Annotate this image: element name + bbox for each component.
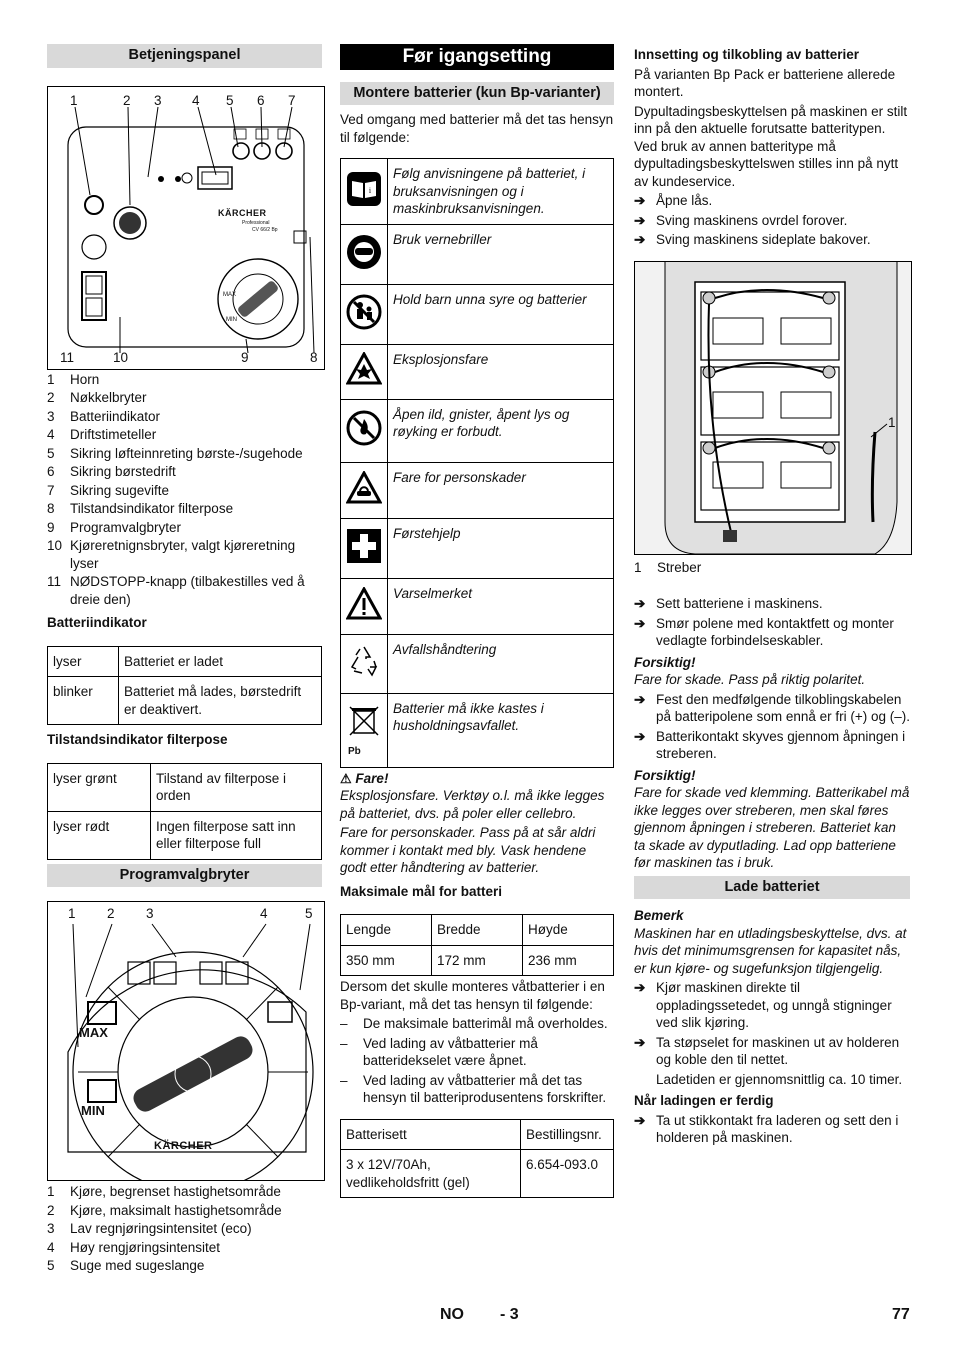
dial-min-label: MIN — [81, 1103, 105, 1118]
footer-page-sub: - 3 — [500, 1306, 519, 1323]
list-item: ➔ Sving maskinens ovrdel forover. — [634, 212, 848, 228]
panel-num-6: 6 — [257, 92, 265, 108]
caution-heading: Forsiktig! — [634, 767, 696, 783]
battery-dimensions-table — [340, 914, 614, 976]
list-item: – Ved lading av våtbatterier må batteridekselet være åpnet. — [340, 1035, 538, 1068]
control-panel-figure — [47, 86, 325, 370]
table-row: Lengde Bredde Høyde — [341, 915, 614, 946]
panel-model: CV 66/2 Bp — [252, 226, 278, 233]
warning-icon: ⚠ — [340, 770, 352, 786]
list-item: 2 Nøkkelbryter — [47, 390, 147, 405]
footer-language: NO — [440, 1306, 464, 1323]
dial-brand: KÄRCHER — [154, 1140, 213, 1152]
panel-num-4: 4 — [192, 92, 200, 108]
caution-text: Fare for skade. Pass på riktig polaritet. — [634, 672, 866, 687]
list-item: 5 Sikring løfteinnreting børste-/sugehode — [47, 445, 303, 461]
footer-page-number: 77 — [892, 1306, 910, 1323]
panel-num-10: 10 — [113, 349, 129, 365]
note-text: Maskinen har en utladingsbeskyttelse, dvs. at hvis det minimumsgrensen for kapasitet nås, er kun kjøre- og sugefunksjon tilgjengelig. — [634, 925, 907, 976]
panel-num-9: 9 — [241, 349, 249, 365]
table-row: Pb Batterier må ikke kastes i husholdningsavfallet. — [341, 693, 614, 767]
program-selector-figure — [47, 901, 325, 1181]
battery-dimensions-heading: Maksimale mål for batteri — [340, 883, 503, 899]
panel-legend — [47, 371, 322, 609]
panel-brand: KÄRCHER — [218, 207, 267, 218]
warning-icon — [346, 587, 382, 621]
table-row: Hold barn unna syre og batterier — [341, 284, 614, 344]
list-item: 8 Tilstandsindikator filterpose — [47, 501, 234, 516]
panel-num-1: 1 — [70, 92, 78, 108]
section-heading-install-batteries: Montere batterier (kun Bp-varianter) — [340, 82, 614, 106]
battery-compartment-figure — [634, 261, 912, 555]
list-item: 3 Batteriindikator — [47, 408, 161, 424]
table-row: 3 x 12V/70Ah, vedlikeholdsfritt (gel) 6.654-093.0 — [341, 1150, 614, 1198]
panel-professional: Professional — [242, 219, 270, 226]
injury-icon — [346, 471, 382, 505]
panel-num-7: 7 — [288, 92, 296, 108]
paragraph: På varianten Bp Pack er batteriene allerede montert. — [634, 66, 896, 99]
dial-num-4: 4 — [260, 906, 268, 921]
caution-heading: Forsiktig! — [634, 654, 696, 670]
table-row: Fare for personskader — [341, 462, 614, 518]
children-icon — [346, 294, 382, 330]
table-row: lyser grønt Tilstand av filterpose i orden — [48, 763, 322, 811]
column-right — [634, 44, 910, 1149]
list-item: 10 Kjøreretnignsbryter, valgt kjøreretning lyser — [47, 538, 296, 571]
list-item: 1 Streber — [634, 559, 702, 575]
table-row: Varselmerket — [341, 578, 614, 634]
paragraph: Dypultadingsbeskyttelsen på maskinen er stilt inn på den aktuelle forutsatte batteritypen. Ved bruk av annen batteritype må dypultadingsbeskyttelswen stilles inn på nytt av kundeservice. — [634, 103, 908, 189]
list-item: 4 Driftstimeteller — [47, 427, 157, 442]
section-heading-charge-battery: Lade batteriet — [634, 876, 910, 900]
dial-num-5: 5 — [305, 906, 313, 921]
column-middle — [340, 44, 614, 1198]
table-row: i Følg anvisningene på batteriet, i bruksanvisningen og i maskinbruksanvisningen. — [341, 159, 614, 225]
control-panel-drawing — [48, 87, 324, 369]
table-row: Avfallshåndtering — [341, 634, 614, 693]
table-row: Førstehjelp — [341, 518, 614, 578]
panel-num-5: 5 — [226, 92, 234, 108]
table-row: Bruk vernebriller — [341, 224, 614, 284]
column-left — [47, 44, 322, 1276]
table-row: 350 mm 172 mm 236 mm — [341, 945, 614, 976]
panel-num-11: 11 — [60, 349, 75, 365]
list-item: 6 Sikring børstedrift — [47, 464, 176, 479]
no-fire-icon — [346, 410, 382, 446]
list-item: 11 NØDSTOPP-knapp (tilbakestilles ved å dreie den) — [47, 574, 305, 607]
figure-num-1: 1 — [888, 414, 896, 430]
section-heading-control-panel: Betjeningspanel — [47, 44, 322, 68]
danger-text: Eksplosjonsfare. Verktøy o.l. må ikke legges på batteriet, dvs. på poler eller cellebro. — [340, 788, 605, 821]
table-row: lyser rødt Ingen filterpose satt inn eller filterpose full — [48, 811, 322, 859]
list-item: ➔ Smør polene med kontaktfett og monter vedlagte forbindelseskabler. — [634, 615, 894, 648]
list-item: ➔ Kjør maskinen direkte til oppladingssetedet, og unngå stigninger ved slik kjøring. — [634, 980, 892, 1030]
note-heading: Bemerk — [634, 908, 684, 923]
list-item: 7 Sikring sugevifte — [47, 482, 170, 498]
panel-num-2: 2 — [123, 92, 131, 108]
list-item: ➔ Ta ut stikkontakt fra laderen og sett den i holderen på maskinen. — [634, 1112, 899, 1145]
safety-symbols-table — [340, 158, 614, 768]
panel-min-label: MIN — [226, 316, 237, 323]
list-item: 1 Horn — [47, 371, 100, 387]
lead-pb-label: Pb — [348, 745, 361, 757]
list-item: ➔ Fest den medfølgende tilkoblingskabelen på batteripolene som ennå er fri (+) og (–). — [634, 691, 911, 724]
battery-compartment-drawing — [635, 262, 911, 554]
filter-indicator-table — [47, 763, 322, 860]
danger-heading: ⚠ Fare! — [340, 770, 389, 786]
panel-max-label: MAX — [223, 291, 237, 298]
list-item: – Ved lading av våtbatterier må det tas hensyn til batteriprodusentens forskrifter. — [340, 1072, 607, 1105]
page-title: Før igangsetting — [340, 44, 614, 70]
list-item: 1 Kjøre, begrenset hastighetsområde — [47, 1184, 281, 1199]
table-row: Åpen ild, gnister, åpent lys og røyking er forbudt. — [341, 399, 614, 462]
list-item: 2 Kjøre, maksimalt hastighetsområde — [47, 1202, 282, 1218]
list-item: ➔ Sett batteriene i maskinens. — [634, 596, 823, 611]
list-item: ➔ Åpne lås. — [634, 193, 713, 208]
charging-done-heading: Når ladingen er ferdig — [634, 1093, 774, 1108]
danger-text-2: Fare for personskader. Pass på at sår aldri kommer i kontakt med bly. Vask hendene godt etter håndtering av batterier. — [340, 825, 596, 875]
list-item: ➔ Batterikontakt skyves gjennom åpningen i streberen. — [634, 728, 906, 761]
list-item: 4 Høy rengjøringsintensitet — [47, 1239, 221, 1255]
table-row: lyser Batteriet er ladet — [48, 646, 322, 677]
install-connect-heading: Innsetting og tilkobling av batterier — [634, 47, 860, 62]
dial-num-1: 1 — [68, 906, 76, 921]
list-item: ➔ Ta støpselet for maskinen ut av holderen og koble den til nettet. — [634, 1034, 900, 1067]
first-aid-icon — [346, 528, 382, 564]
table-row: blinker Batteriet må lades, børstedrift er deaktivert. — [48, 677, 322, 725]
dial-num-3: 3 — [146, 906, 154, 921]
program-selector-legend — [47, 1183, 322, 1275]
panel-num-3: 3 — [154, 92, 162, 108]
explosion-icon — [346, 352, 382, 386]
table-row: Eksplosjonsfare — [341, 344, 614, 399]
filter-indicator-heading: Tilstandsindikator filterpose — [47, 732, 228, 747]
list-item: 5 Suge med sugeslange — [47, 1258, 205, 1273]
list-item: 3 Lav regnjøringsintensitet (eco) — [47, 1221, 252, 1236]
manual-icon — [346, 171, 382, 207]
dial-max-label: MAX — [79, 1025, 108, 1040]
battery-indicator-heading: Batteriindikator — [47, 615, 147, 630]
intro-text: Ved omgang med batterier må det tas hensyn til følgende: — [340, 112, 614, 145]
charge-time-text: Ladetiden er gjennomsnittlig ca. 10 timer. — [656, 1071, 903, 1087]
battery-indicator-table — [47, 646, 322, 726]
battery-order-table — [340, 1119, 614, 1199]
recycle-icon — [346, 643, 382, 679]
list-item: – De maksimale batterimål må overholdes. — [340, 1016, 608, 1031]
bin-icon — [346, 703, 382, 741]
caution-text: Fare for skade ved klemming. Batterikabel må ikke legges over streberen, men skal føres gjennom åpningen i streberen. Batteriet kan ta skade av dyputlading. Lad opp batteriene før maskinen tas i bruk. — [634, 785, 910, 870]
dial-num-2: 2 — [107, 906, 115, 921]
table-row: Batterisett Bestillingsnr. — [341, 1119, 614, 1150]
svg-text:i: i — [368, 186, 372, 195]
list-item: ➔ Sving maskinens sideplate bakover. — [634, 232, 871, 247]
panel-num-8: 8 — [310, 349, 318, 365]
goggles-icon — [346, 234, 382, 270]
list-item: 9 Programvalgbryter — [47, 519, 182, 535]
section-heading-program-selector: Programvalgbryter — [47, 864, 322, 888]
wet-battery-intro: Dersom det skulle monteres våtbatterier i en Bp-variant, må det tas hensyn til følgende: — [340, 979, 605, 1012]
